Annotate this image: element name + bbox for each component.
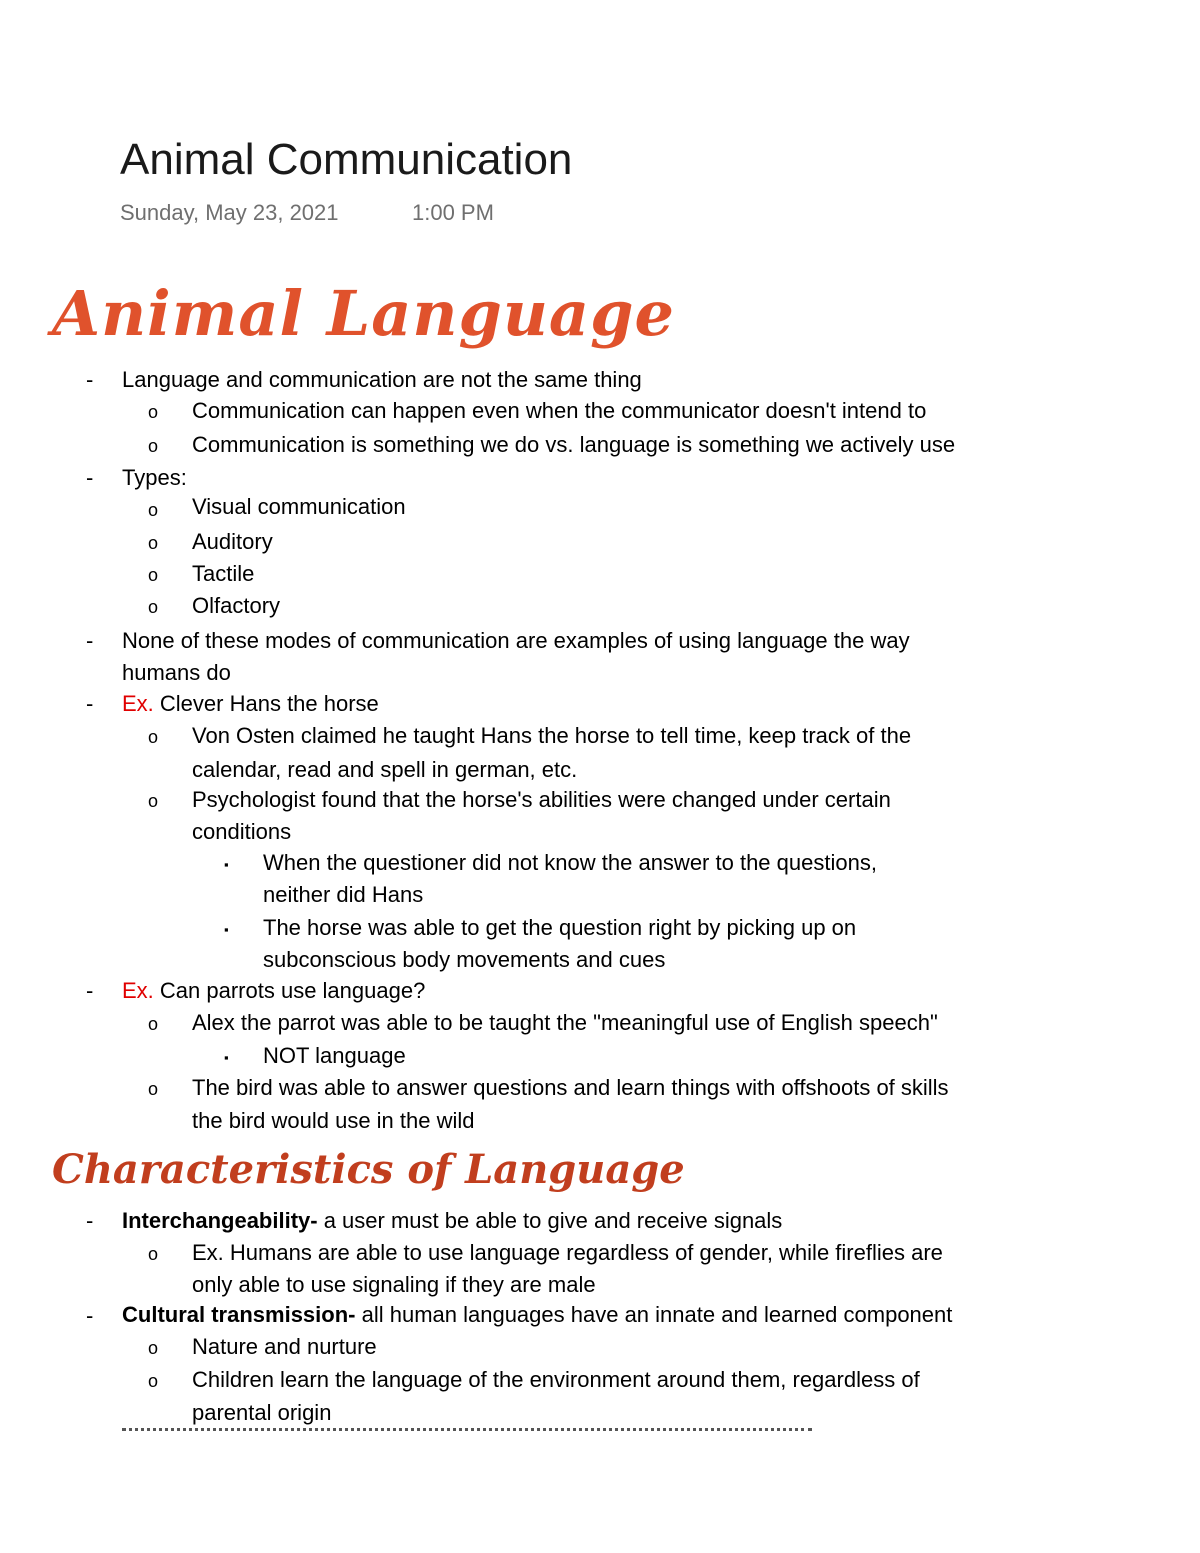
- circle-bullet: o: [148, 565, 159, 585]
- list-item: [122, 975, 425, 1007]
- note-time: 1:00 PM: [412, 200, 494, 225]
- list-item: [122, 688, 379, 720]
- list-item: None of these modes of communication are examples of using language the way: [122, 628, 910, 653]
- square-bullet: ▪: [224, 922, 229, 937]
- dash-bullet: -: [86, 978, 94, 1003]
- circle-bullet: o: [148, 533, 159, 553]
- circle-bullet: o: [148, 1371, 159, 1391]
- dash-bullet: -: [86, 367, 94, 392]
- list-item: [122, 1205, 782, 1237]
- example-label: Ex.: [122, 691, 154, 716]
- list-item: Auditory: [192, 529, 273, 554]
- list-item-continuation: calendar, read and spell in german, etc.: [192, 757, 578, 782]
- dash-bullet: -: [86, 691, 94, 716]
- circle-bullet: o: [148, 1014, 159, 1034]
- dash-bullet: -: [86, 1303, 94, 1328]
- note-meta: [120, 198, 494, 228]
- list-item-continuation: conditions: [192, 819, 292, 844]
- list-item: Olfactory: [192, 593, 281, 618]
- circle-bullet: o: [148, 1338, 159, 1358]
- square-bullet: ▪: [224, 1050, 229, 1065]
- dash-bullet: -: [86, 1208, 94, 1233]
- circle-bullet: o: [148, 402, 159, 422]
- list-item: The horse was able to get the question right by picking up on: [263, 915, 857, 940]
- list-item: Visual communication: [192, 494, 406, 519]
- square-bullet: ▪: [224, 857, 229, 872]
- list-item: [122, 1299, 952, 1331]
- circle-bullet: o: [148, 436, 159, 456]
- term-definition: all human languages have an innate and learned component: [355, 1302, 953, 1327]
- list-item: Alex the parrot was able to be taught the "meaningful use of English speech": [192, 1010, 938, 1035]
- page-bottom-blank: [0, 1432, 1200, 1553]
- circle-bullet: o: [148, 1244, 159, 1264]
- list-item: When the questioner did not know the answer to the questions,: [263, 850, 877, 875]
- list-item-continuation: parental origin: [192, 1400, 332, 1425]
- list-item: Von Osten claimed he taught Hans the horse to tell time, keep track of the: [192, 723, 912, 748]
- list-item-continuation: only able to use signaling if they are male: [192, 1272, 596, 1297]
- circle-bullet: o: [148, 1079, 159, 1099]
- section-heading-characteristics: Characteristics of Language: [52, 1146, 685, 1193]
- list-item: Nature and nurture: [192, 1334, 377, 1359]
- note-date: Sunday, May 23, 2021: [120, 200, 339, 225]
- list-item: NOT language: [263, 1043, 406, 1068]
- term-label: Cultural transmission-: [122, 1302, 356, 1327]
- list-item: Children learn the language of the environment around them, regardless of: [192, 1367, 920, 1392]
- dash-bullet: -: [86, 465, 94, 490]
- list-item: Language and communication are not the same thing: [122, 367, 642, 392]
- list-item: Tactile: [192, 561, 255, 586]
- list-item: Psychologist found that the horse's abilities were changed under certain: [192, 787, 891, 812]
- list-item: Communication is something we do vs. language is something we actively use: [192, 432, 956, 457]
- list-item-continuation: humans do: [122, 660, 231, 685]
- example-text: Clever Hans the horse: [153, 691, 379, 716]
- dash-bullet: -: [86, 628, 94, 653]
- list-item-continuation: subconscious body movements and cues: [263, 947, 666, 972]
- circle-bullet: o: [148, 791, 159, 811]
- term-label: Interchangeability-: [122, 1208, 318, 1233]
- circle-bullet: o: [148, 727, 159, 747]
- list-item: Types:: [122, 465, 187, 490]
- example-label: Ex.: [122, 978, 154, 1003]
- list-item: Ex. Humans are able to use language regardless of gender, while fireflies are: [192, 1240, 943, 1265]
- section-heading-animal-language: Animal Language: [52, 277, 675, 350]
- list-item-continuation: neither did Hans: [263, 882, 424, 907]
- list-item-continuation: the bird would use in the wild: [192, 1108, 475, 1133]
- page-title: Animal Communication: [120, 135, 573, 184]
- list-item: Communication can happen even when the communicator doesn't intend to: [192, 398, 927, 423]
- list-item: The bird was able to answer questions and learn things with offshoots of skills: [192, 1075, 949, 1100]
- example-text: Can parrots use language?: [153, 978, 426, 1003]
- term-definition: a user must be able to give and receive signals: [317, 1208, 783, 1233]
- circle-bullet: o: [148, 597, 159, 617]
- circle-bullet: o: [148, 500, 159, 520]
